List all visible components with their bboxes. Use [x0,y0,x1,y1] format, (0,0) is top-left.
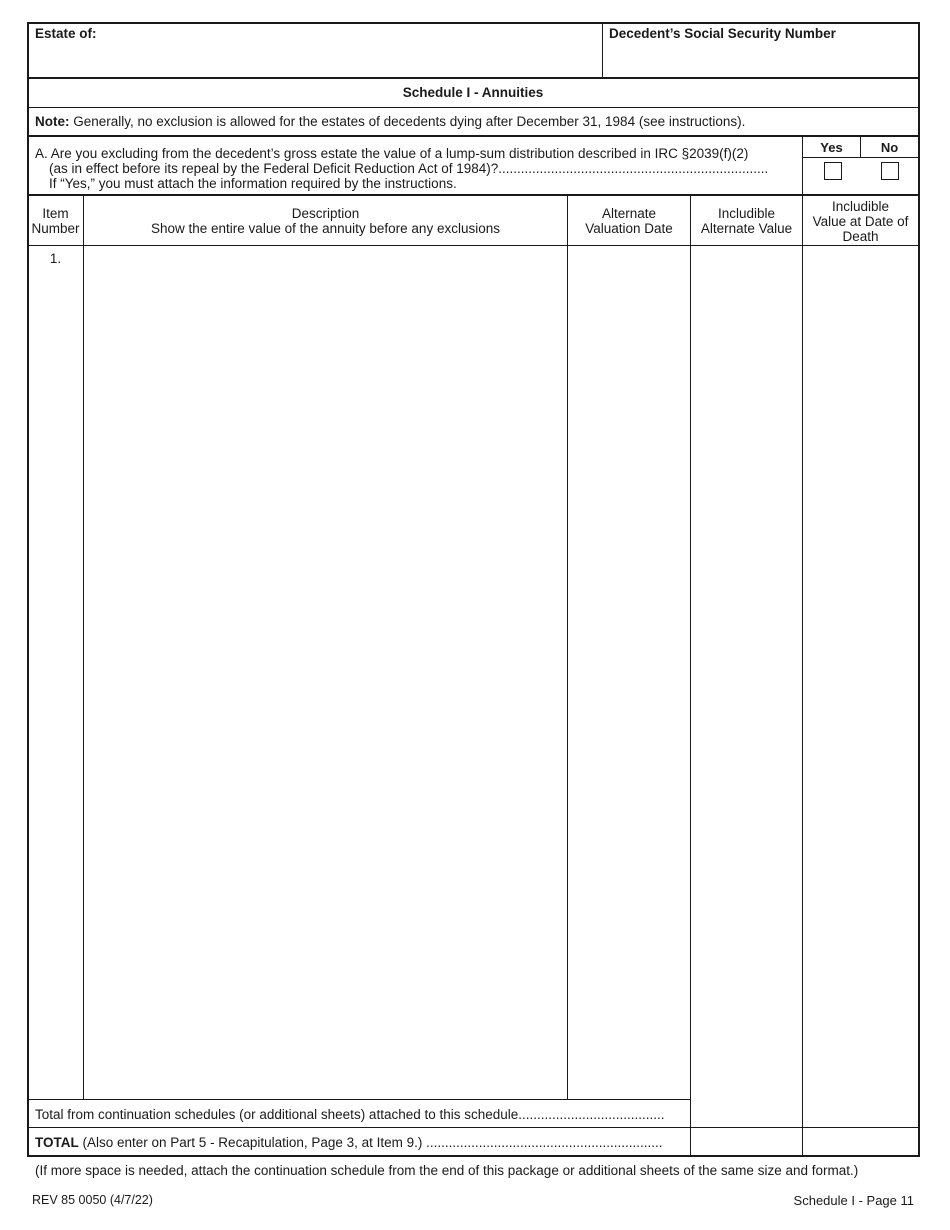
alternate-value-entry-area[interactable] [692,248,801,1126]
yesno-left-line [802,136,803,195]
frame-top-line [27,22,920,24]
form-id: REV 85 0050 (4/7/22) [32,1193,153,1207]
question-a-line3: If “Yes,” you must attach the information required by the instructions. [49,176,457,191]
col-dod-line2: Value at Date of [812,214,909,229]
col-dod-line1: Includible [831,199,890,214]
yesno-middle-line [860,136,861,158]
col-line-item [83,195,84,1100]
estate-of-label: Estate of: [35,26,97,41]
total-text: (Also enter on Part 5 - Recapitulation, Page 3, at Item 9.) ............................................................... [78,1135,663,1150]
col-altval-line1: Includible [717,206,776,221]
item-number-1: 1. [49,251,62,266]
yes-checkbox[interactable] [824,162,842,180]
col-description-line2: Show the entire value of the annuity before any exclusions [151,221,500,236]
date-of-death-value-entry-area[interactable] [804,248,917,1126]
ssn-label: Decedent’s Social Security Number [609,26,836,41]
note-line [35,114,745,129]
col-line-description [567,195,568,1100]
question-a-line2: (as in effect before its repeal by the Federal Deficit Reduction Act of 1984)?........................................................................ [49,161,769,176]
schedule-title: Schedule I - Annuities [402,85,544,100]
frame-bottom-line [27,1155,920,1157]
col-altval-line2: Alternate Value [700,221,793,236]
note-label: Note: [35,114,70,129]
question-bottom-line [27,194,920,196]
col-alternate-valuation-date [568,206,690,236]
description-entry-area[interactable] [85,248,566,1098]
yes-label: Yes [820,140,843,155]
title-top-line [27,77,920,79]
no-label: No [880,140,899,155]
page-label: Schedule I - Page 11 [793,1193,914,1208]
question-a-line1: A. Are you excluding from the decedent’s gross estate the value of a lump-sum distribution described in IRC §2039(f)(2) [35,146,749,161]
col-item-number-line1: Item [42,206,69,221]
col-altdate-line1: Alternate [601,206,657,221]
col-includible-alternate-value [691,206,802,236]
col-includible-value-date-of-death [803,199,918,244]
more-space-note: (If more space is needed, attach the continuation schedule from the end of this package or additional sheets of the same size and format.) [35,1163,859,1178]
col-dod-line3: Death [842,229,879,244]
no-checkbox[interactable] [881,162,899,180]
yesno-under-line [802,157,920,158]
ssn-field[interactable] [609,46,909,72]
total-alternate-value-field[interactable] [692,1129,801,1155]
alternate-valuation-date-entry-area[interactable] [569,248,689,1098]
continuation-top-line [27,1099,691,1100]
col-item-number [28,206,83,236]
frame-left-line [27,22,29,1157]
frame-right-line [918,22,920,1157]
total-label: TOTAL [35,1135,79,1150]
estate-name-field[interactable] [36,46,596,72]
col-description-line1: Description [291,206,360,221]
col-altdate-line2: Valuation Date [585,221,673,236]
col-description [84,206,567,236]
total-date-of-death-value-field[interactable] [804,1129,917,1155]
col-line-altvalue [802,195,803,1156]
total-top-line [27,1127,920,1128]
total-line [35,1135,662,1150]
continuation-total-label: Total from continuation schedules (or additional sheets) attached to this schedule....................................... [35,1107,665,1122]
column-header-bottom-line [27,245,920,246]
header-divider [602,22,603,77]
note-text: Generally, no exclusion is allowed for the estates of decedents dying after December 31, 1984 (see instructions). [69,114,746,129]
note-bottom-line [27,135,920,137]
title-bottom-line [27,107,920,108]
col-item-number-line2: Number [31,221,80,236]
col-line-altdate [690,195,691,1156]
